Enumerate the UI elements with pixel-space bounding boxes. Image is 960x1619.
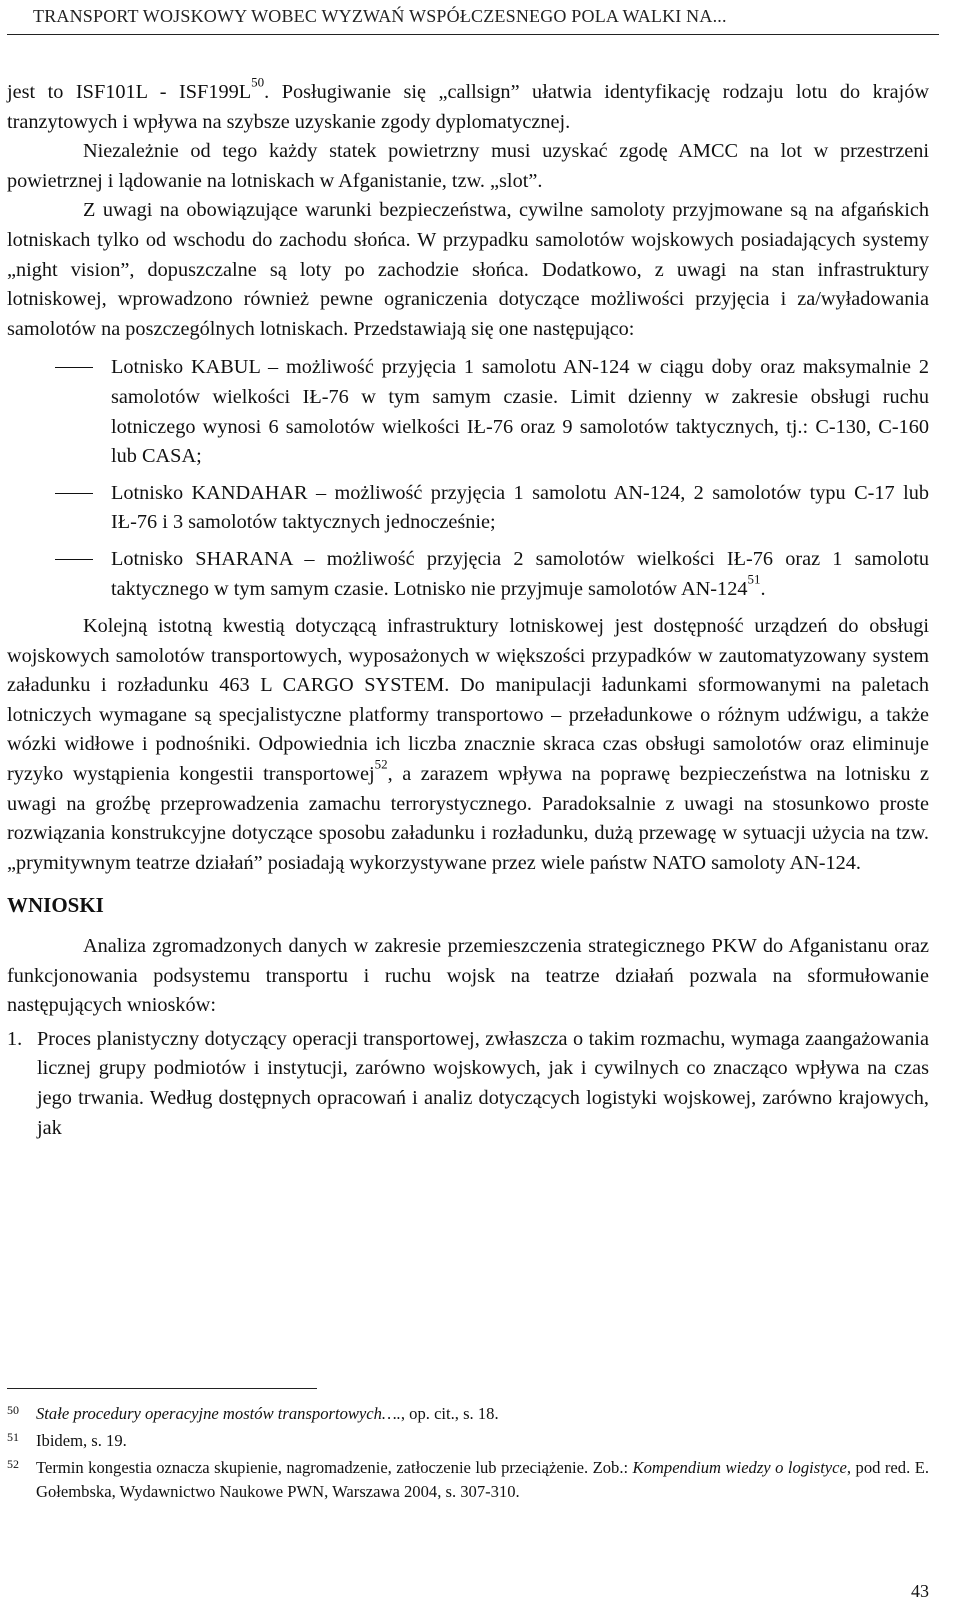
footnote-text: , op. cit., s. 18.: [400, 1404, 499, 1423]
footnote-number: 51: [7, 1430, 19, 1444]
footnote-italic: Kompendium wiedzy o logistyce: [632, 1458, 847, 1477]
footnotes: [7, 1402, 929, 1504]
footnote-italic: Stałe procedury operacyjne mostów transportowych….: [36, 1404, 401, 1423]
footnote-number: 52: [7, 1457, 19, 1471]
paragraph-security: Z uwagi na obowiązujące warunki bezpieczeństwa, cywilne samoloty przyjmowane są na afgańskich lotniskach tylko od wschodu do zachodu słońca. W przypadku samolotów wojskowych posiadających systemy „night vision”, dopuszczalne są loty po zachodzie słońca. Dodatkowo, z uwagi na stan infrastruktury lotniskowej, wprowadzono również pewne ograniczenia dotyczące możliwości przyjęcia i za/wyładowania samolotów na poszczególnych lotniskach. Przedstawiają się one następująco:: [7, 199, 929, 340]
dash-bullet: [55, 559, 93, 560]
footnote-text: Ibidem, s. 19.: [36, 1431, 127, 1450]
footnote-50: [7, 1402, 929, 1426]
running-header: TRANSPORT WOJSKOWY WOBEC WYZWAŃ WSPÓŁCZESNEGO POLA WALKI NA...: [33, 6, 727, 26]
paragraph-infrastructure: [7, 612, 929, 878]
paragraph-text: Kolejną istotną kwestią dotyczącą infrastruktury lotniskowej jest dostępność urządzeń do obsługi wojskowych samolotów transportowych, wyposażonych w większości przypadków w zautomatyzowany system załadunku i rozładunku 463 L CARGO SYSTEM. Do manipulacji ładunkami sformowanymi na paletach lotniczych wymagane są specjalistyczne platformy transportowo – przeładunkowe o różnym udźwigu, a także wózki widłowe i podnośniki. Odpowiednia ich liczba znacznie skraca czas obsługi samolotów oraz eliminuje ryzyko wystąpienia kongestii transportowej: [7, 615, 929, 786]
list-number: 1.: [7, 1027, 23, 1050]
paragraph-text: , a zarazem wpływa na poprawę bezpieczeństwa na lotnisku z uwagi na groźbę przeprowadzenia zamachu terrorystycznego. Paradoksalnie z uwagi na stosunkowo proste rozwiązania konstrukcyjne dotyczące sposobu załadunku i rozładunku, dużą przewagę w sytuacji użycia na tzw. „prymitywnym teatrze działań” posiadają wykorzystywane przez wiele państw NATO samoloty AN-124.: [7, 763, 930, 874]
airport-list: [7, 353, 929, 604]
list-item-sharana: [7, 545, 929, 604]
paragraph-analysis: Analiza zgromadzonych danych w zakresie przemieszczenia strategicznego PKW do Afganistanu oraz funkcjonowania podsystemu transportu i ruchu wojsk na teatrze działań pozwala na sformułowanie następujących wniosków:: [7, 935, 929, 1017]
header-divider: [7, 34, 939, 35]
list-item-text: .: [760, 577, 766, 600]
dash-bullet: [55, 367, 93, 368]
footnote-ref-51[interactable]: 51: [747, 570, 761, 586]
main-text: [7, 74, 930, 1143]
footnote-ref-52[interactable]: 52: [374, 756, 388, 772]
paragraph-text: . Posługiwanie się „callsign” ułatwia identyfikację rodzaju lotu do krajów tranzytowych i wpływa na szybsze uzyskanie zgody dyplomatycznej.: [7, 81, 930, 133]
footnote-51: [7, 1429, 929, 1453]
dash-bullet: [55, 493, 93, 494]
footnote-52: [7, 1456, 929, 1504]
list-item-kabul: [7, 353, 929, 471]
footnote-divider: [7, 1388, 317, 1389]
section-heading: WNIOSKI: [7, 893, 104, 918]
paragraph-callsign: [7, 74, 930, 137]
paragraph-amcc: Niezależnie od tego każdy statek powietrzny musi uzyskać zgodę AMCC na lot w przestrzeni powietrznej i lądowanie na lotniskach w Afganistanie, tzw. „slot”.: [7, 140, 929, 192]
list-item-kandahar: [7, 479, 929, 538]
list-item-text: Proces planistyczny dotyczący operacji transportowej, zwłaszcza o takim rozmachu, wymaga zaangażowania licznej grupy podmiotów i instytucji, zarówno wojskowych, jak i cywilnych co znacząco wpływa na czas jego trwania. Według dostępnych opracowań i analiz dotyczących logistyki wojskowej, zarówno krajowych, jak: [37, 1027, 929, 1139]
list-item-text: Lotnisko SHARANA – możliwość przyjęcia 2 samolotów wielkości IŁ-76 oraz 1 samolotu taktycznego w tym samym czasie. Lotnisko nie przyjmuje samolotów AN-124: [111, 547, 929, 600]
paragraph-text: jest to ISF101L - ISF199L: [7, 81, 252, 103]
footnote-number: 50: [7, 1403, 19, 1417]
conclusion-item-1: [7, 1025, 929, 1143]
page-number: 43: [911, 1581, 929, 1601]
list-item-text: Lotnisko KANDAHAR – możliwość przyjęcia 1 samolotu AN-124, 2 samolotów typu C-17 lub IŁ-76 i 3 samolotów taktycznych jednocześnie;: [111, 481, 929, 534]
footnote-ref-50[interactable]: 50: [251, 74, 265, 90]
footnote-text: , pod red. E. Gołembska, Wydawnictwo Naukowe PWN, Warszawa 2004, s. 307-310.: [36, 1458, 929, 1501]
footnote-text: Termin kongestia oznacza skupienie, nagromadzenie, zatłoczenie lub przeciążenie. Zob.:: [36, 1458, 633, 1477]
list-item-text: Lotnisko KABUL – możliwość przyjęcia 1 samolotu AN-124 w ciągu doby oraz maksymalnie 2 samolotów wielkości IŁ-76 w tym samym czasie. Limit dzienny w zakresie obsługi ruchu lotniczego wynosi 6 samolotów wielkości IŁ-76 oraz 9 samolotów taktycznych, tj.: C-130, C-160 lub CASA;: [111, 356, 929, 468]
